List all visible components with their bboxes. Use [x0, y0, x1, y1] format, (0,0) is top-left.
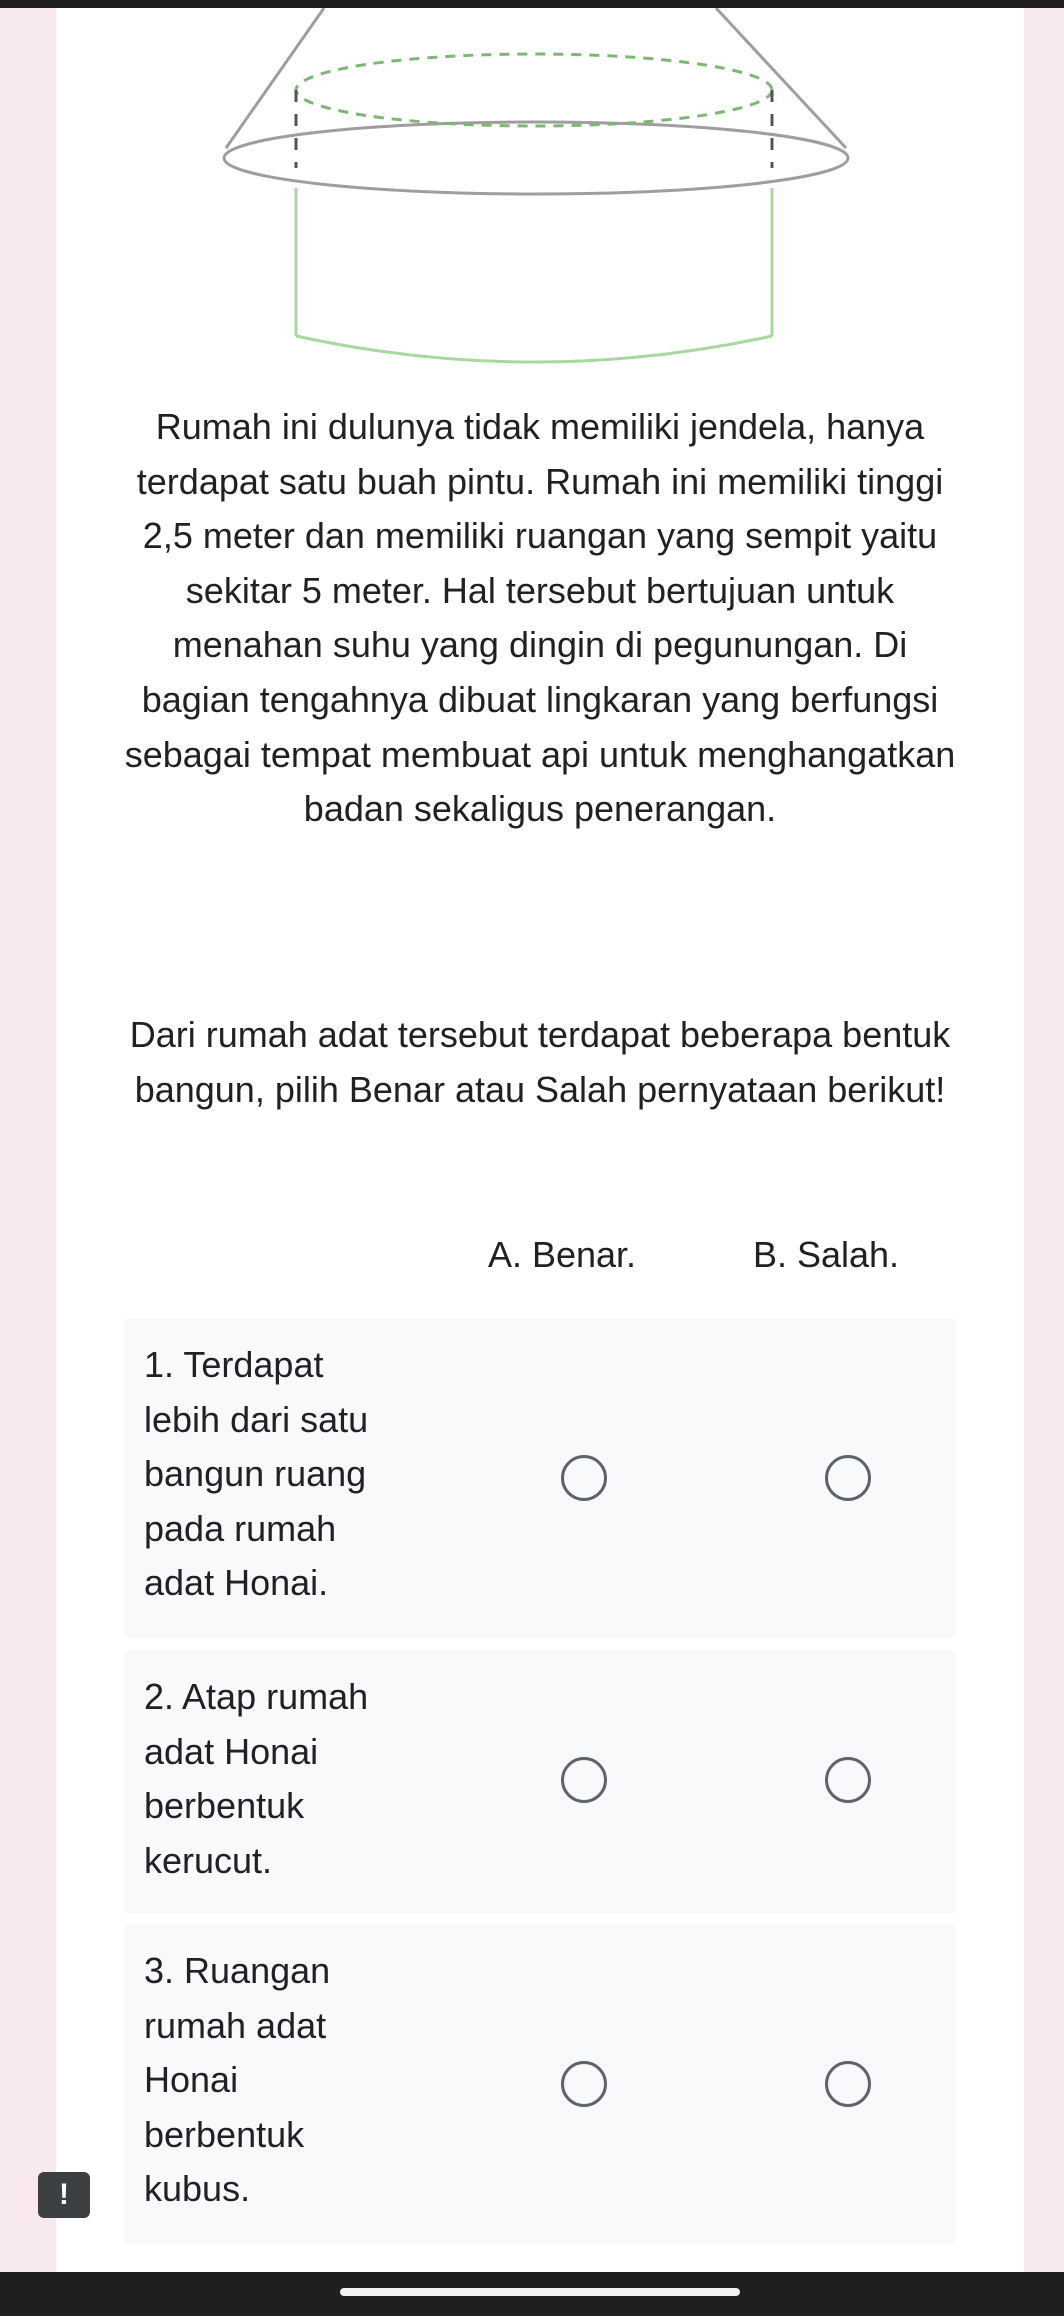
status-bar — [0, 0, 1064, 8]
alert-icon[interactable]: ! — [38, 2172, 90, 2218]
roof-base-ellipse — [224, 122, 848, 194]
question-label-1: 1. Terdapat lebih dari satu bangun ruang pada rumah adat Honai. — [144, 1344, 369, 1604]
radio-row-3-salah[interactable] — [825, 2061, 871, 2107]
radio-row-3-benar[interactable] — [561, 2061, 607, 2107]
radio-row-1-benar[interactable] — [561, 1455, 607, 1501]
instruction-text: Dari rumah adat tersebut terdapat beberapa bentuk bangun, pilih Benar atau Salah pernyataan berikut! — [129, 1014, 951, 1110]
cylinder-bottom-arc — [296, 336, 772, 362]
radio-row-2-salah[interactable] — [825, 1757, 871, 1803]
question-row-3 — [124, 1924, 956, 2244]
question-card — [56, 8, 1024, 2272]
column-header-salah: B. Salah. — [752, 1234, 900, 1275]
cylinder-top-ellipse — [296, 54, 772, 126]
question-label-3: 3. Ruangan rumah adat Honai berbentuk kubus. — [144, 1950, 331, 2210]
honai-illustration — [56, 8, 1024, 380]
question-row-2 — [124, 1650, 956, 1914]
question-row-1 — [124, 1318, 956, 1638]
story-paragraph: Rumah ini dulunya tidak memiliki jendela, hanya terdapat satu buah pintu. Rumah ini memiliki tinggi 2,5 meter dan memiliki ruangan yang sempit yaitu sekitar 5 meter. Hal tersebut bertujuan untuk menahan suhu yang dingin di pegunungan. Di bagian tengahnya dibuat lingkaran yang berfungsi sebagai tempat membuat api untuk menghangatkan badan sekaligus penerangan. — [124, 406, 956, 830]
radio-row-1-salah[interactable] — [825, 1455, 871, 1501]
column-header-benar: A. Benar. — [487, 1234, 637, 1275]
radio-row-2-benar[interactable] — [561, 1757, 607, 1803]
question-label-2: 2. Atap rumah adat Honai berbentuk kerucut. — [144, 1676, 369, 1881]
roof-right-edge — [716, 8, 846, 148]
home-indicator[interactable] — [340, 2288, 740, 2296]
